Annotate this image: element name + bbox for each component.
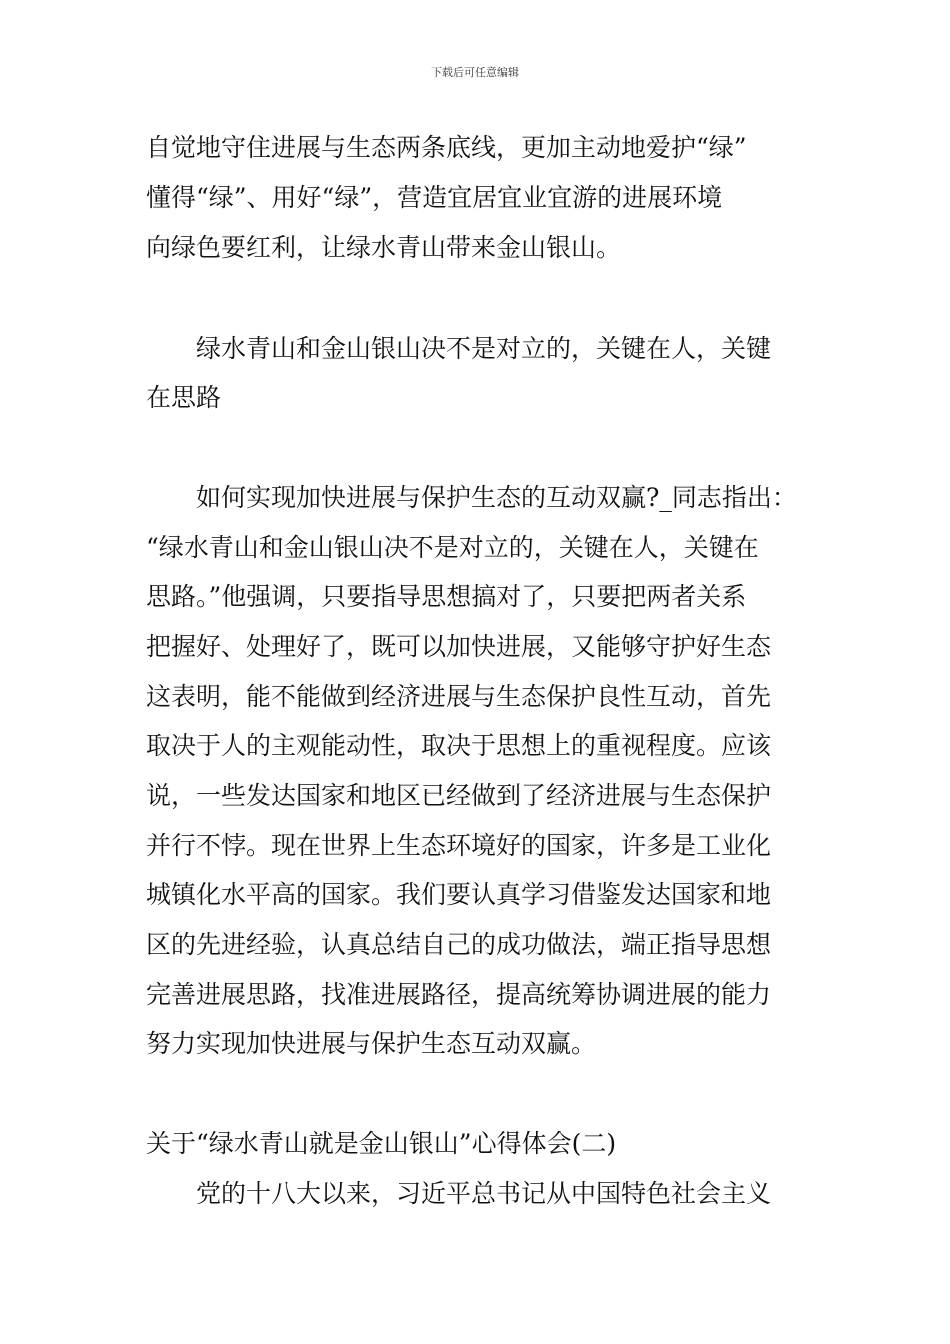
- text-line: 如何实现加快进展与保护生态的互动双赢?_同志指出：: [196, 483, 797, 512]
- text-line: 并行不悖。现在世界上生态环境好的国家，许多是工业化: [146, 831, 772, 860]
- page-header: 下载后可任意编辑: [431, 66, 519, 79]
- text-line: 城镇化水平高的国家。我们要认真学习借鉴发达国家和地: [146, 880, 772, 909]
- text-line: 努力实现加快进展与保护生态互动双赢。: [146, 1029, 597, 1058]
- text-line: 区的先进经验，认真总结自己的成功做法，端正指导思想: [146, 930, 772, 959]
- text-line: 取决于人的主观能动性，取决于思想上的重视程度。应该: [146, 731, 772, 760]
- text-line: 把握好、处理好了，既可以加快进展，又能够守护好生态: [146, 632, 772, 661]
- text-line: 懂得“绿”、用好“绿”，营造宜居宜业宜游的进展环境: [146, 183, 723, 212]
- paragraph-heading: 绿水青山和金山银山决不是对立的，关键在人，关键: [196, 334, 772, 363]
- section-title: 关于“绿水青山就是金山银山”心得体会(二): [146, 1129, 617, 1158]
- text-line: 说，一些发达国家和地区已经做到了经济进展与生态保护: [146, 781, 772, 810]
- text-line: 自觉地守住进展与生态两条底线，更加主动地爱护“绿”: [146, 133, 747, 162]
- text-line: “绿水青山和金山银山决不是对立的，关键在人，关键在: [146, 533, 759, 562]
- text-line: 向绿色要红利，让绿水青山带来金山银山。: [146, 233, 622, 262]
- text-line: 完善进展思路，找准进展路径，提高统筹协调进展的能力: [146, 980, 772, 1009]
- text-line: 在思路: [146, 383, 222, 412]
- text-line: 思路。”他强调，只要指导思想搞对了，只要把两者关系: [146, 582, 747, 611]
- text-line: 党的十八大以来，习近平总书记从中国特色社会主义: [196, 1179, 772, 1208]
- text-line: 这表明，能不能做到经济进展与生态保护良性互动，首先: [146, 682, 772, 711]
